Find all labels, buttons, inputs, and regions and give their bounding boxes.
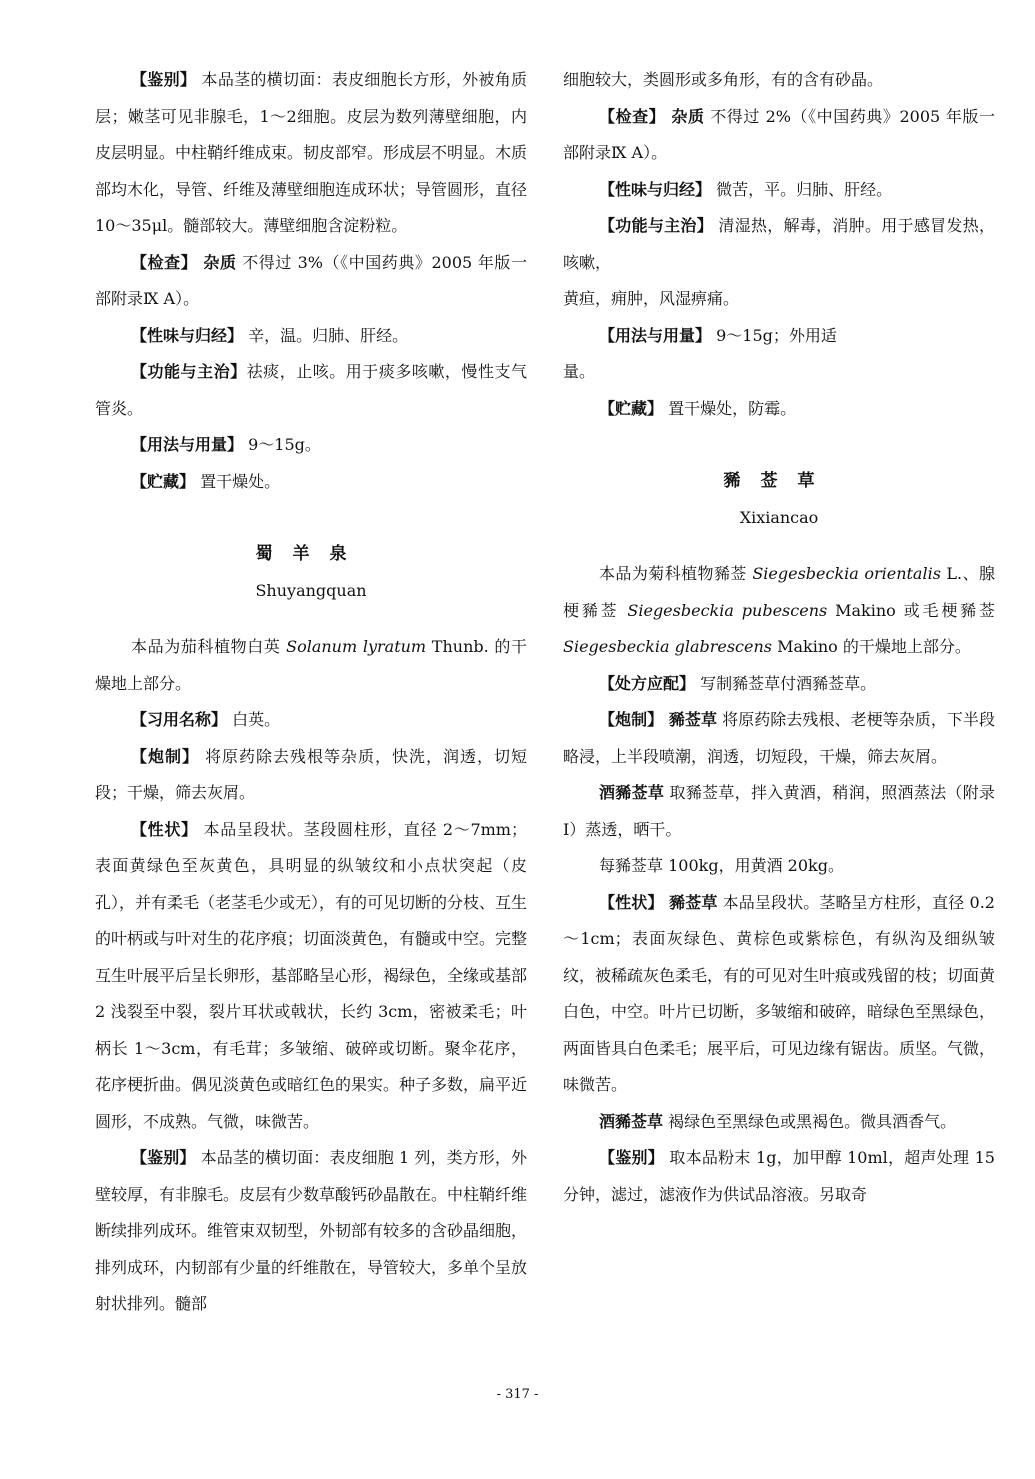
right-identification-para: 【鉴别】 取本品粉末 1g，加甲醇 10ml，超声处理 15 分钟，滤过，滤液作为供试品溶液。另取奇 (563, 1148, 995, 1204)
left-identification-para: 【鉴别】 本品茎的横切面：表皮细胞长方形，外被角质层；嫩茎可见非腺毛，1～2细胞。皮层为数列薄壁细胞，内皮层明显。中柱鞘纤维成束。韧皮部窄。形成层不明显。木质部均木化，导管、纤维及薄壁细胞连成环状；导管圆形，直径10～35μl。髓部较大。薄壁细胞含淀粉粒。 (95, 70, 528, 235)
left-usage-para: 【用法与用量】 9～15g。 (131, 435, 321, 454)
left-inspection-para: 【检查】 杂质 不得过 3%（《中国药典》2005 年版一部附录Ⅸ A）。 (95, 252, 527, 308)
right-usage-cont: 量。 (563, 362, 596, 381)
left-description-para: 【性状】 本品呈段状。茎段圆柱形，直径 2～7mm；表面黄绿色至灰黄色，具明显的纵皱纹和小点状突起（皮孔），并有柔毛（老茎毛少或无），有的可见切断的分枝、互生的叶柄或与叶对生的花序痕；切面淡黄色，有髓或中空。完整互生叶展平后呈长卵形，基部略呈心形，褐绿色，全缘或基部 2 浅裂至中裂，裂片耳状或戟状，长约 3cm，密被柔毛；叶柄长 1～3cm，有毛茸；多皱缩、破碎或切断。聚伞花序，花序梗折曲。偶见淡黄色或暗红色的果实。种子多数，扁平近圆形，不成熟。气微，味微苦。 (95, 819, 528, 1131)
left-function-para: 【功能与主治】祛痰，止咳。用于痰多咳嗽，慢性支气管炎。 (95, 362, 527, 418)
right-prescription-para: 【处方应配】 写制豨莶草付酒豨莶草。 (599, 673, 877, 693)
left-identification-para-2: 【鉴别】 本品茎的横切面：表皮细胞 1 列，类方形，外壁较厚，有非腺毛。皮层有少数草酸钙砂晶散在。中柱鞘纤维断续排列成环。维管束双韧型，外韧部有较多的含砂晶细胞，排列成环，内韧部有少量的纤维散在，导管较大，多单个呈放射状排列。髓部 (95, 1148, 528, 1313)
right-intro-para: 本品为菊科植物豨莶 Siegesbeckia orientalis L.、腺梗豨莶 Siegesbeckia pubescens Makino 或毛梗豨莶 Siegesbeckia glabrescens Makino 的干燥地上部分。 (563, 564, 995, 656)
left-storage-para: 【贮藏】 置干燥处。 (131, 471, 281, 491)
right-nature-para: 【性味与归经】 微苦，平。归肺、肝经。 (599, 179, 893, 199)
entry-title-xixiancao: 豨莶草 (723, 471, 835, 491)
left-intro-para: 本品为茄科植物白英 Solanum lyratum Thunb. 的干燥地上部分。 (95, 637, 528, 693)
right-column (563, 62, 995, 1213)
left-processing-para: 【炮制】 将原药除去残根等杂质，快洗，润透，切短段；干燥，筛去灰屑。 (95, 746, 527, 802)
right-inspection-para: 【检查】 杂质 不得过 2%（《中国药典》2005 年版一部附录Ⅸ A）。 (563, 106, 995, 162)
right-ratio-para: 每豨莶草 100kg，用黄酒 20kg。 (599, 856, 844, 875)
right-function-para: 【功能与主治】 清湿热，解毒，消肿。用于感冒发热，咳嗽， (563, 216, 995, 272)
left-common-name-para: 【习用名称】 白英。 (131, 710, 281, 729)
entry-title-shuyangquan: 蜀羊泉 (255, 544, 367, 564)
entry-pinyin-xixiancao: Xixiancao (739, 507, 819, 527)
entry-pinyin-shuyangquan: Shuyangquan (255, 580, 367, 600)
right-continuation-para: 细胞较大，类圆形或多角形，有的含有砂晶。 (563, 70, 884, 89)
right-wine-processing-para: 酒豨莶草 取豨莶草，拌入黄酒，稍润，照酒蒸法（附录Ⅰ）蒸透，晒干。 (563, 783, 995, 839)
right-usage-para: 【用法与用量】 9～15g；外用适 (599, 325, 837, 345)
right-wine-description-para: 酒豨莶草 褐绿色至黑绿色或黑褐色。微具酒香气。 (599, 1111, 957, 1131)
left-column (95, 62, 527, 1323)
right-storage-para: 【贮藏】 置干燥处，防霉。 (599, 398, 797, 418)
right-description-para: 【性状】 豨莶草 本品呈段状。茎略呈方柱形，直径 0.2～1cm；表面灰绿色、黄棕色或紫棕色，有纵沟及细纵皱纹，被稀疏灰色柔毛，有的可见对生叶痕或残留的枝；切面黄白色，中空。叶片已切断，多皱缩和破碎，暗绿色至黑绿色，两面皆具白色柔毛；展平后，可见边缘有锯齿。质坚。气微，味微苦。 (563, 892, 996, 1094)
left-nature-para: 【性味与归经】 辛，温。归肺、肝经。 (131, 325, 409, 345)
page-number: - 317 - (496, 1387, 539, 1402)
right-function-cont: 黄疸，痈肿，风湿痹痛。 (563, 289, 740, 308)
right-processing-para: 【炮制】 豨莶草 将原药除去残根、老梗等杂质，下半段略浸，上半段喷潮，润透，切短段，干燥，筛去灰屑。 (563, 710, 995, 766)
